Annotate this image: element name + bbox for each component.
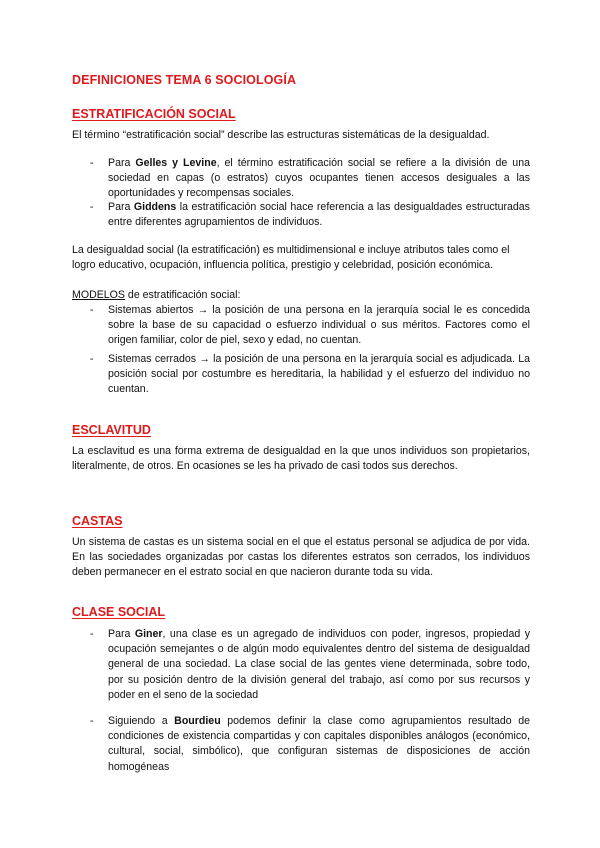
estratificacion-intro: El término “estratificación social” describe las estructuras sistemáticas de la desigualdad. bbox=[72, 129, 490, 141]
list-item bbox=[90, 627, 530, 703]
list-item bbox=[90, 714, 530, 775]
list-item bbox=[90, 156, 530, 202]
list-item-text: Para Giddens la estratificación social hace referencia a las desigualdades estructuradas entre diferentes agrupamientos de individuos. bbox=[108, 201, 530, 229]
list-item-text: Para Giner, una clase es un agregado de individuos con poder, ingresos, propiedad y ocupación semejantes o de algún modo equivalentes dentro del sistema de desigualdad general de una sociedad. La clase social de las gentes viene determinada, sobre todo, por su posición dentro de la división general del trabajo, así como por sus recursos y poder en el seno de la sociedad bbox=[108, 628, 530, 701]
bullet-dash: - bbox=[90, 157, 94, 169]
list-item bbox=[90, 352, 530, 398]
list-item-text: Siguiendo a Bourdieu podemos definir la clase como agrupamientos resultado de condiciones de existencia compartidas y con capitales disponibles análogos (económico, cultural, social, simbólico), que configuran sistemas de disposiciones de acción homogéneas bbox=[108, 715, 531, 773]
heading-esclavitud: ESCLAVITUD bbox=[72, 423, 151, 437]
list-item-text: Sistemas abiertos → la posición de una persona en la jerarquía social le es concedida sobre la base de su capacidad o esfuerzo individual o sus méritos. Factores como el origen familiar, color de piel, sexo y edad, no cuentan. bbox=[108, 304, 530, 347]
modelos-title: MODELOS de estratificación social: bbox=[72, 289, 241, 301]
modelos-label: MODELOS bbox=[72, 289, 125, 301]
list-item-text: Sistemas cerrados → la posición de una persona en la jerarquía social es adjudicada. La posición social por costumbre es hereditaria, la habilidad y el esfuerzo del individuo no cuentan. bbox=[108, 353, 530, 396]
author-name: Giner bbox=[134, 628, 163, 640]
bullet-dash: - bbox=[90, 715, 94, 727]
heading-castas: CASTAS bbox=[72, 514, 123, 528]
document-title: DEFINICIONES TEMA 6 SOCIOLOGÍA bbox=[72, 73, 297, 87]
author-name: Gelles y Levine bbox=[135, 157, 217, 169]
author-name: Giddens bbox=[133, 201, 177, 213]
bullet-dash: - bbox=[90, 353, 94, 365]
bullet-dash: - bbox=[90, 304, 94, 316]
desigualdad-paragraph: La desigualdad social (la estratificación) es multidimensional e incluye atributos tales como el logro educativo, ocupación, influencia política, prestigio y celebridad, posición económica. bbox=[72, 244, 510, 272]
heading-clase-social: CLASE SOCIAL bbox=[72, 605, 166, 619]
list-item bbox=[90, 200, 530, 230]
heading-estratificacion: ESTRATIFICACIÓN SOCIAL bbox=[72, 107, 236, 121]
list-item bbox=[90, 303, 530, 349]
bullet-dash: - bbox=[90, 201, 94, 213]
author-name: Bourdieu bbox=[174, 715, 221, 727]
esclavitud-paragraph: La esclavitud es una forma extrema de desigualdad en la que unos individuos son propietarios, literalmente, de otros. En ocasiones se les ha privado de casi todos sus derechos. bbox=[72, 445, 530, 473]
list-item-text: Para Gelles y Levine, el término estratificación social se refiere a la división de una sociedad en capas (o estratos) cuyos ocupantes tienen accesos desiguales a las oportunidades y recompensas sociales. bbox=[108, 157, 530, 200]
castas-paragraph: Un sistema de castas es un sistema social en el que el estatus personal se adjudica de por vida. En las sociedades organizadas por castas los diferentes estratos son cerrados, los individuos deben permanecer en el estrato social en que nacieron durante toda su vida. bbox=[72, 536, 530, 579]
bullet-dash: - bbox=[90, 628, 94, 640]
